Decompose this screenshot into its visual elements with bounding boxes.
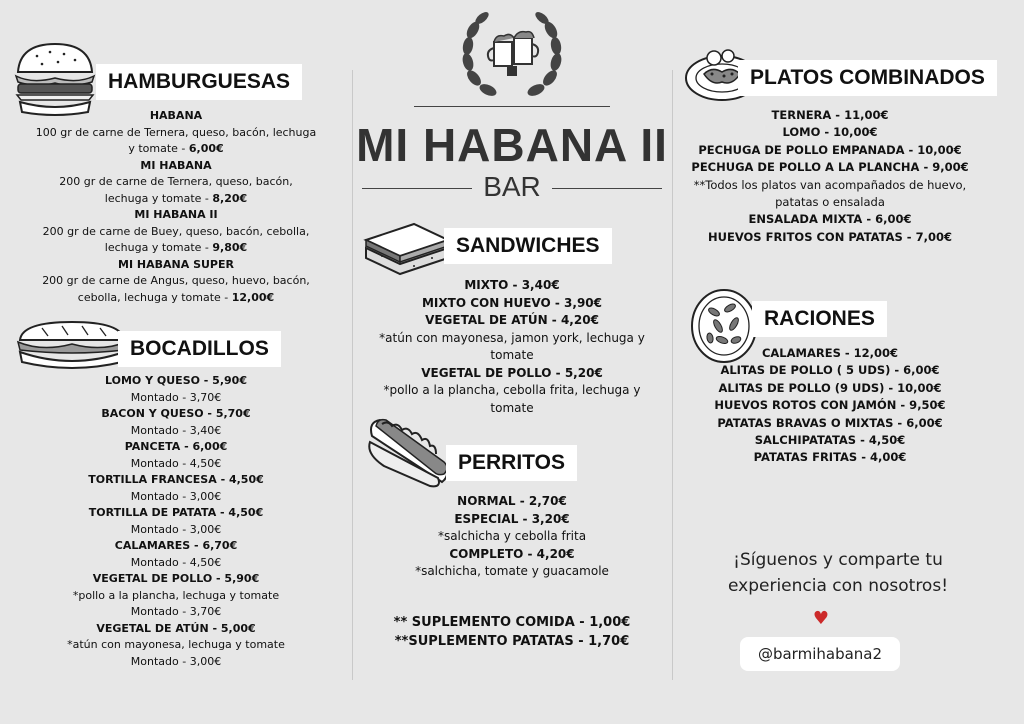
burger-item-name: MI HABANA SUPER: [118, 257, 234, 271]
follow-line-2: experiencia con nosotros!: [727, 576, 949, 596]
racion-line: ALITAS DE POLLO ( 5 UDS) - 6,00€: [720, 363, 940, 378]
burger-item-desc2-text: lechuga y tomate -: [104, 191, 213, 205]
sandwich-line: MIXTO - 3,40€: [464, 278, 560, 292]
burger-item-desc: 200 gr de carne de Angus, queso, huevo, bacón,: [42, 274, 310, 287]
bocadillo-line: CALAMARES - 6,70€: [114, 539, 238, 552]
bocadillo-line: Montado - 3,00€: [130, 654, 222, 668]
burger-item-desc2: [0, 191, 362, 208]
sandwich-line: VEGETAL DE ATÚN - 4,20€: [425, 313, 599, 327]
sandwich-icon: [362, 218, 452, 282]
follow-line-1: ¡Síguenos y comparte tu: [733, 550, 943, 570]
burger-item-desc2-text: cebolla, lechuga y tomate -: [77, 290, 232, 304]
raciones-title: RACIONES: [752, 301, 887, 337]
brand-sub: BAR: [483, 171, 541, 202]
plato-line: ENSALADA MIXTA - 6,00€: [748, 212, 912, 227]
burger-item-desc2: [0, 290, 362, 307]
heart-icon: ♥: [812, 608, 830, 629]
plato-line: patatas o ensalada: [775, 195, 885, 210]
burger-item-desc: 200 gr de carne de Buey, queso, bacón, cebolla,: [42, 224, 310, 238]
brand-name: MI HABANA II: [356, 119, 668, 171]
plato-line: LOMO - 10,00€: [782, 125, 878, 140]
beer-mugs-icon: [488, 32, 538, 76]
plato-line: PECHUGA DE POLLO EMPANADA - 10,00€: [698, 142, 962, 157]
racion-line: HUEVOS ROTOS CON JAMÓN - 9,50€: [714, 398, 946, 413]
suplemento-comida: ** SUPLEMENTO COMIDA - 1,00€: [393, 615, 631, 630]
column-center: [352, 0, 672, 724]
plato-line: TERNERA - 11,00€: [771, 108, 889, 122]
raciones-list: [672, 345, 988, 467]
bocadillo-line: Montado - 3,70€: [130, 605, 222, 618]
bocadillo-line: VEGETAL DE POLLO - 5,90€: [92, 572, 260, 585]
perrito-line: *salchicha, tomate y guacamole: [415, 564, 609, 578]
bocadillos-list: [0, 373, 352, 670]
bocadillo-line: TORTILLA DE PATATA - 4,50€: [88, 506, 264, 519]
bocadillo-line: VEGETAL DE ATÚN - 5,00€: [96, 621, 256, 635]
perritos-title: PERRITOS: [446, 445, 577, 481]
suplemento-patatas: **SUPLEMENTO PATATAS - 1,70€: [394, 634, 630, 649]
hotdog-icon: [364, 412, 452, 488]
sandwich-line: tomate: [490, 400, 534, 415]
bocadillo-line: Montado - 3,00€: [130, 522, 222, 536]
burger-item-desc: 100 gr de carne de Ternera, queso, bacón, lechuga: [35, 125, 317, 139]
bocadillo-line: Montado - 4,50€: [130, 555, 222, 569]
follow-text: [688, 547, 988, 599]
plato-line: PECHUGA DE POLLO A LA PLANCHA - 9,00€: [691, 160, 969, 175]
sandwich-line: *atún con mayonesa, jamon york, lechuga y: [379, 330, 645, 345]
plato-line: **Todos los platos van acompañados de huevo,: [693, 177, 967, 192]
bocadillo-line: *pollo a la plancha, lechuga y tomate: [72, 588, 280, 602]
burger-item-desc: 200 gr de carne de Ternera, queso, bacón,: [59, 175, 293, 188]
burger-item-desc2: [0, 240, 362, 257]
bocadillo-line: LOMO Y QUESO - 5,90€: [105, 374, 247, 387]
racion-line: PATATAS FRITAS - 4,00€: [753, 450, 907, 465]
bocadillo-line: PANCETA - 6,00€: [124, 440, 228, 453]
bocadillo-line: BACON Y QUESO - 5,70€: [101, 407, 251, 420]
column-right: [672, 0, 1024, 724]
racion-line: CALAMARES - 12,00€: [761, 346, 899, 360]
sandwich-line: VEGETAL DE POLLO - 5,20€: [421, 365, 603, 380]
perrito-line: ESPECIAL - 3,20€: [454, 511, 570, 526]
sandwiches-title: SANDWICHES: [444, 228, 612, 264]
bocadillo-line: Montado - 3,40€: [130, 423, 222, 437]
burger-item-price: 8,20€: [212, 191, 248, 205]
perrito-line: COMPLETO - 4,20€: [449, 546, 575, 561]
burger-item-name: MI HABANA: [140, 158, 212, 172]
burger-item-desc2: [0, 141, 362, 158]
burger-item-price: 6,00€: [188, 142, 224, 155]
perrito-line: NORMAL - 2,70€: [457, 494, 567, 508]
bocadillo-line: Montado - 3,00€: [130, 489, 222, 503]
suplementos: [352, 613, 672, 651]
bocadillos-title: BOCADILLOS: [118, 331, 281, 367]
burger-item-name: MI HABANA II: [134, 208, 218, 221]
column-left: [0, 0, 352, 724]
racion-line: SALCHIPATATAS - 4,50€: [754, 433, 906, 448]
bocadillo-line: *atún con mayonesa, lechuga y tomate: [67, 638, 285, 651]
plato-line: HUEVOS FRITOS CON PATATAS - 7,00€: [708, 229, 952, 244]
sandwich-line: tomate: [490, 348, 534, 362]
sandwich-line: MIXTO CON HUEVO - 3,90€: [421, 295, 602, 310]
burger-icon: [12, 38, 98, 118]
platos-list: [672, 107, 988, 246]
bocadillo-line: TORTILLA FRANCESA - 4,50€: [88, 473, 264, 486]
sandwich-line: *pollo a la plancha, cebolla frita, lechuga y: [383, 383, 641, 397]
perrito-line: *salchicha y cebolla frita: [437, 529, 587, 543]
logo-top-rule: [414, 106, 610, 107]
burger-item-desc2-text: lechuga y tomate -: [104, 241, 213, 254]
logo-rule-right: [552, 188, 662, 189]
racion-line: ALITAS DE POLLO (9 UDS) - 10,00€: [718, 380, 942, 395]
perritos-list: [352, 493, 672, 581]
burger-item-price: 12,00€: [231, 290, 275, 304]
baguette-icon: [12, 316, 130, 372]
bocadillo-line: Montado - 3,70€: [130, 390, 222, 404]
sandwiches-list: [352, 277, 672, 417]
bocadillo-line: Montado - 4,50€: [130, 456, 222, 470]
hamburguesas-list: [0, 108, 362, 306]
burger-item-name: HABANA: [149, 109, 203, 122]
laurel-wreath-icon: [460, 8, 564, 104]
hamburguesas-title: HAMBURGUESAS: [96, 64, 302, 100]
burger-item-desc2-text: y tomate -: [128, 142, 189, 155]
racion-line: PATATAS BRAVAS O MIXTAS - 6,00€: [717, 415, 943, 430]
instagram-handle[interactable]: @barmihabana2: [740, 637, 900, 671]
platos-title: PLATOS COMBINADOS: [738, 60, 997, 96]
burger-item-price: 9,80€: [212, 241, 248, 254]
